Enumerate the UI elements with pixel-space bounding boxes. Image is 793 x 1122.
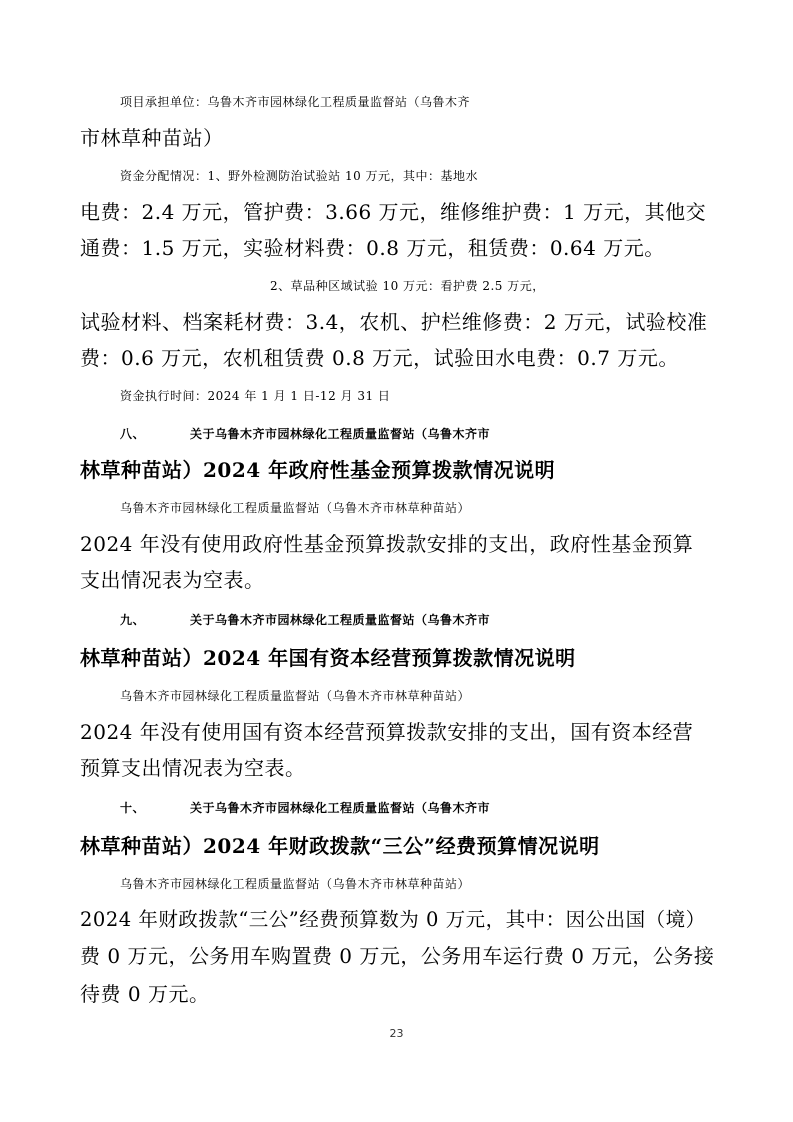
paragraph-line: 2024 年财政拨款“三公”经费预算数为 0 万元，其中：因公出国（境） [80, 908, 706, 931]
paragraph-line: 电费：2.4 万元，管护费：3.66 万元，维修维护费：1 万元，其他交 [80, 200, 707, 224]
section-heading [120, 606, 760, 634]
paragraph-line: 2024 年没有使用国有资本经营预算拨款安排的支出，国有资本经营 [80, 720, 694, 744]
section-heading [120, 794, 760, 822]
paragraph-line: 预算支出情况表为空表。 [80, 756, 306, 780]
paragraph-line: 资金执行时间：2024 年 1 月 1 日-12 月 31 日 [120, 389, 391, 403]
section-heading-cont: 林草种苗站）2024 年财政拨款“三公”经费预算情况说明 [80, 834, 600, 858]
section-number: 十、 [120, 801, 146, 815]
paragraph-line: 乌鲁木齐市园林绿化工程质量监督站（乌鲁木齐市林草种苗站） [120, 689, 471, 703]
paragraph-line: 乌鲁木齐市园林绿化工程质量监督站（乌鲁木齐市林草种苗站） [120, 877, 471, 891]
section-heading-cont: 林草种苗站）2024 年国有资本经营预算拨款情况说明 [80, 646, 576, 670]
paragraph-line: 市林草种苗站） [80, 126, 224, 150]
paragraph-line: 费：0.6 万元，农机租赁费 0.8 万元，试验田水电费：0.7 万元。 [80, 346, 679, 370]
paragraph-line: 试验材料、档案耗材费：3.4，农机、护栏维修费：2 万元，试验校准 [80, 310, 708, 334]
paragraph-line: 资金分配情况：1、野外检测防治试验站 10 万元，其中：基地水 [120, 169, 479, 183]
paragraph-line: 通费：1.5 万元，实验材料费：0.8 万元，租赁费：0.64 万元。 [80, 236, 665, 260]
page-number: 23 [389, 1027, 404, 1040]
paragraph-line: 费 0 万元，公务用车购置费 0 万元，公务用车运行费 0 万元，公务接 [80, 944, 715, 968]
section-title: 关于乌鲁木齐市园林绿化工程质量监督站（乌鲁木齐市 [190, 801, 491, 815]
paragraph-line: 乌鲁木齐市园林绿化工程质量监督站（乌鲁木齐市林草种苗站） [120, 501, 471, 515]
paragraph-line: 支出情况表为空表。 [80, 568, 265, 592]
section-heading-cont: 林草种苗站）2024 年政府性基金预算拨款情况说明 [80, 458, 556, 482]
paragraph-line: 待费 0 万元。 [80, 982, 210, 1006]
section-number: 八、 [120, 427, 146, 441]
paragraph-line: 2024 年没有使用政府性基金预算拨款安排的支出，政府性基金预算 [80, 532, 694, 556]
paragraph-line: 项目承担单位：乌鲁木齐市园林绿化工程质量监督站（乌鲁木齐 [120, 95, 471, 109]
section-number: 九、 [120, 613, 146, 627]
section-title: 关于乌鲁木齐市园林绿化工程质量监督站（乌鲁木齐市 [190, 613, 491, 627]
section-heading [120, 420, 760, 448]
section-title: 关于乌鲁木齐市园林绿化工程质量监督站（乌鲁木齐市 [190, 427, 491, 441]
paragraph-line: 2、草品种区域试验 10 万元：看护费 2.5 万元， [270, 279, 545, 293]
